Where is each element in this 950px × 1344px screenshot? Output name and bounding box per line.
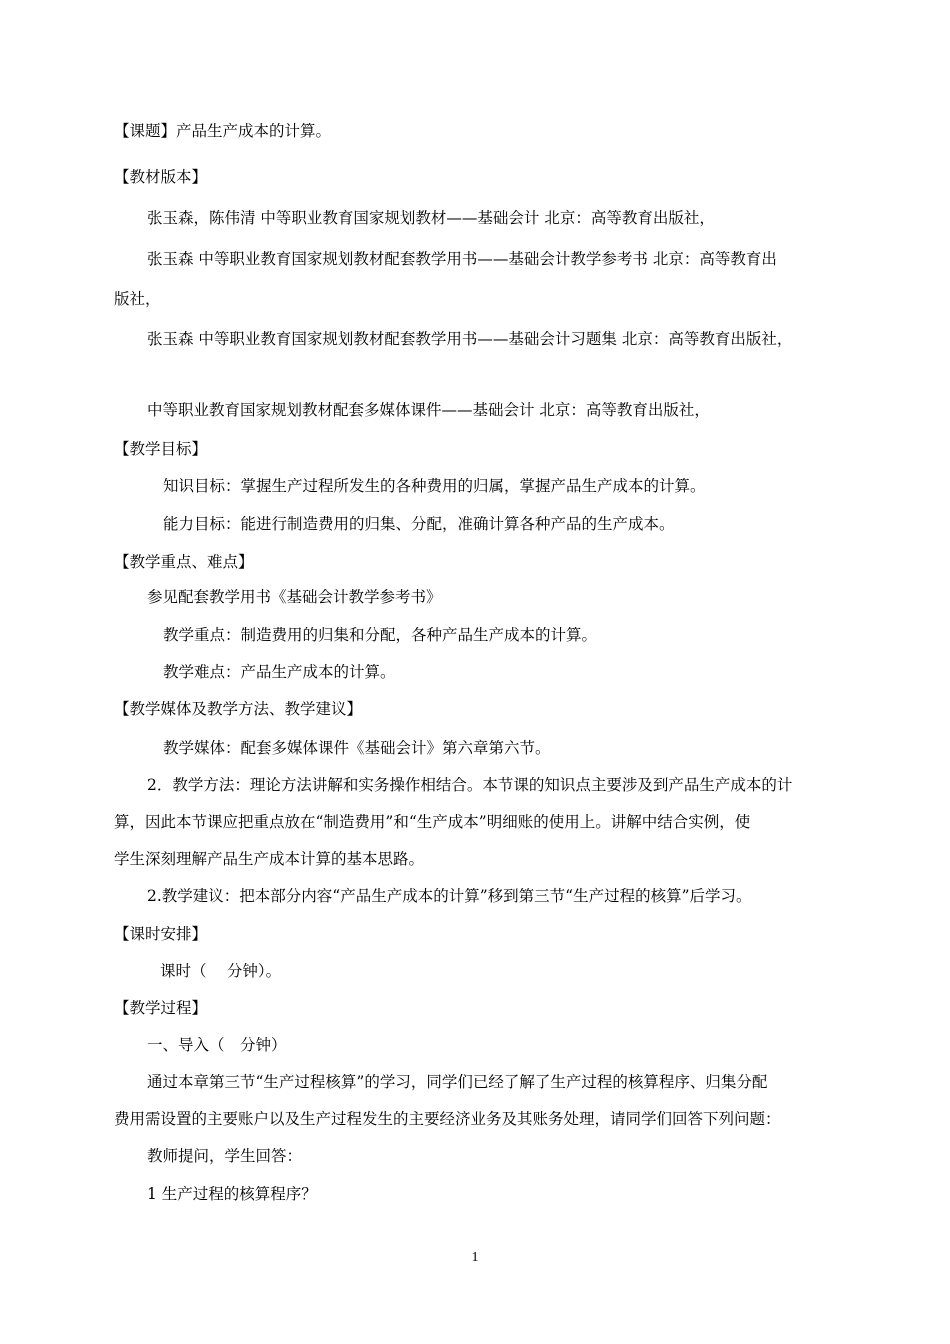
key-points-reference: 参见配套教学用书《基础会计教学参考书》: [147, 588, 442, 606]
process-intro-line-1: 通过本章第三节“生产过程核算”的学习，同学们已经了解了生产过程的核算程序、归集分配: [147, 1073, 768, 1091]
section-heading-goals: 【教学目标】: [114, 440, 208, 458]
textbook-line-2-cont: 版社，: [114, 290, 161, 308]
goal-knowledge: 知识目标：掌握生产过程所发生的各种费用的归属，掌握产品生产成本的计算。: [163, 477, 706, 495]
section-heading-textbook: 【教材版本】: [114, 168, 208, 186]
textbook-line-2: 张玉森 中等职业教育国家规划教材配套教学用书——基础会计教学参考书 北京：高等教育出: [147, 250, 777, 268]
section-heading-process: 【教学过程】: [114, 999, 208, 1017]
process-intro-line-2: 费用需设置的主要账户以及生产过程发生的主要经济业务及其账务处理，请同学们回答下列问题：: [114, 1110, 781, 1128]
teacher-question-prompt: 教师提问，学生回答：: [147, 1147, 303, 1165]
teaching-method-line-2: 算，因此本节课应把重点放在“制造费用”和“生产成本”明细账的使用上。讲解中结合实例，使: [114, 813, 751, 831]
textbook-line-3: 张玉森 中等职业教育国家规划教材配套教学用书——基础会计习题集 北京：高等教育出版社，: [147, 330, 793, 348]
section-heading-media-methods: 【教学媒体及教学方法、教学建议】: [114, 700, 363, 718]
page-number: 1: [471, 1250, 479, 1265]
section-heading-schedule: 【课时安排】: [114, 925, 208, 943]
teaching-suggestion: 2.教学建议：把本部分内容“产品生产成本的计算”移到第三节“生产过程的核算”后学习。: [147, 887, 752, 905]
goal-ability: 能力目标：能进行制造费用的归集、分配，准确计算各种产品的生产成本。: [163, 515, 675, 533]
lesson-title: 【课题】产品生产成本的计算。: [114, 122, 332, 140]
process-intro-heading: 一、导入（ 分钟）: [147, 1036, 287, 1054]
question-1: 1 生产过程的核算程序？: [147, 1185, 317, 1203]
schedule-duration: 课时（ 分钟）。: [160, 962, 282, 980]
teaching-method-line-3: 学生深刻理解产品生产成本计算的基本思路。: [114, 850, 425, 868]
key-point: 教学重点：制造费用的归集和分配，各种产品生产成本的计算。: [163, 626, 598, 644]
teaching-media: 教学媒体：配套多媒体课件《基础会计》第六章第六节。: [163, 739, 551, 757]
difficult-point: 教学难点：产品生产成本的计算。: [163, 663, 396, 681]
textbook-line-1: 张玉森，陈伟清 中等职业教育国家规划教材——基础会计 北京：高等教育出版社，: [147, 209, 715, 227]
textbook-line-4: 中等职业教育国家规划教材配套多媒体课件——基础会计 北京：高等教育出版社，: [147, 401, 710, 419]
section-heading-key-points: 【教学重点、难点】: [114, 553, 254, 571]
teaching-method-line-1: 2．教学方法：理论方法讲解和实务操作相结合。本节课的知识点主要涉及到产品生产成本的计: [147, 776, 793, 794]
